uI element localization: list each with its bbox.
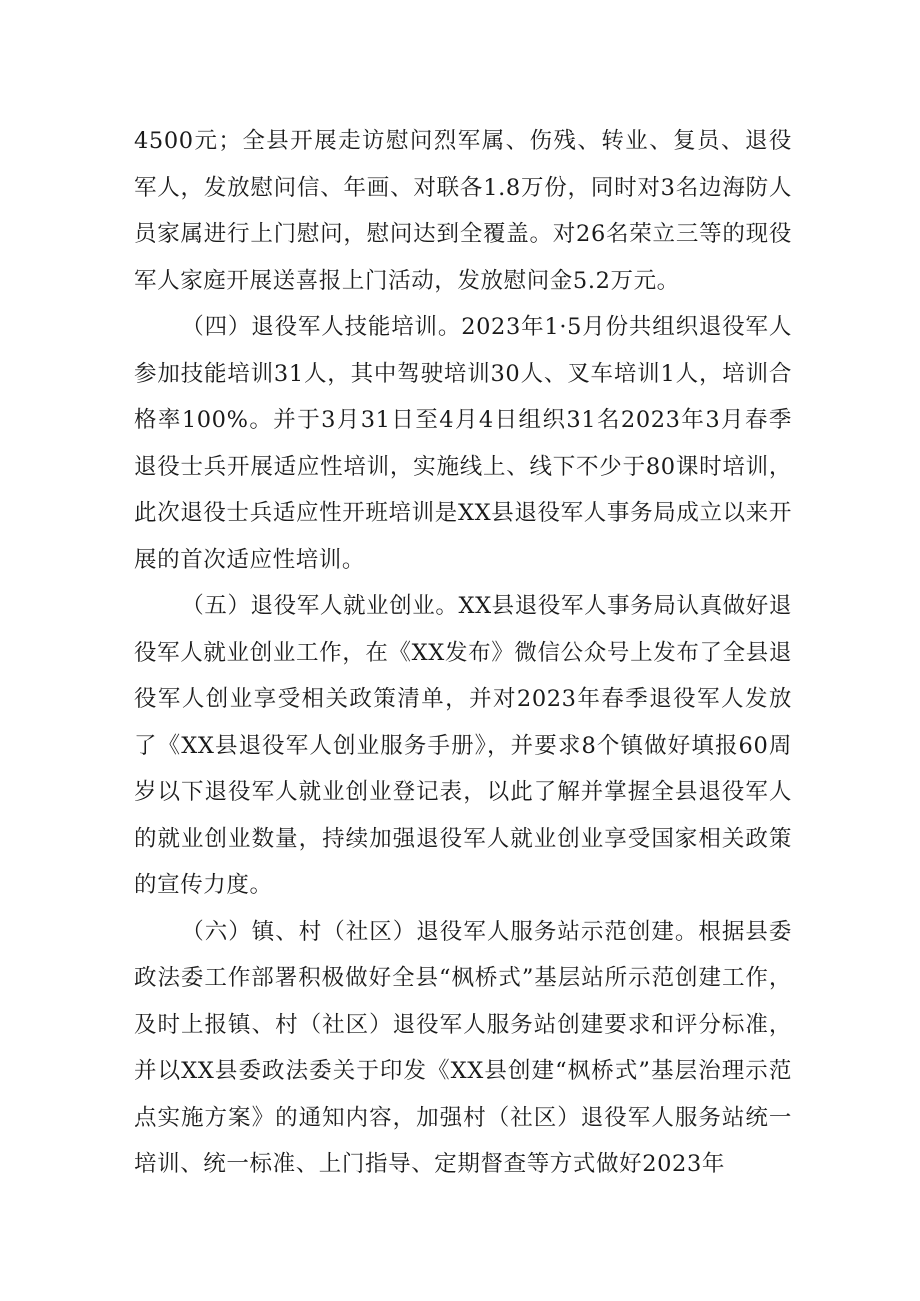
paragraph-continuation: 4500元；全县开展走访慰问烈军属、伤残、转业、复员、退役军人，发放慰问信、年画、对联各1.8万份，同时对3名边海防人员家属进行上门慰问，慰问达到全覆盖。对26名荣立三等的现役军人家庭开展送喜报上门活动，发放慰问金5.2万元。	[134, 128, 792, 294]
paragraph-skill-training: （四）退役军人技能培训。2023年1·5月份共组织退役军人参加技能培训31人，其中驾驶培训30人、叉车培训1人，培训合格率100%。并于3月31日至4月4日组织31名2023年3月春季退役士兵开展适应性培训，实施线上、线下不少于80课时培训，此次退役士兵适应性开班培训是XX县退役军人事务局成立以来开展的首次适应性培训。	[134, 314, 792, 573]
paragraph-service-station: （六）镇、村（社区）退役军人服务站示范创建。根据县委政法委工作部署积极做好全县“枫桥式”基层站所示范创建工作，及时上报镇、村（社区）退役军人服务站创建要求和评分标准，并以XX县委政法委关于印发《XX县创建“枫桥式”基层治理示范点实施方案》的通知内容，加强村（社区）退役军人服务站统一培训、统一标准、上门指导、定期督查等方式做好2023年	[134, 918, 792, 1177]
document-body	[134, 118, 792, 1188]
paragraph-employment: （五）退役军人就业创业。XX县退役军人事务局认真做好退役军人就业创业工作，在《XX发布》微信公众号上发布了全县退役军人创业享受相关政策清单，并对2023年春季退役军人发放了《XX县退役军人创业服务手册》，并要求8个镇做好填报60周岁以下退役军人就业创业登记表，以此了解并掌握全县退役军人的就业创业数量，持续加强退役军人就业创业享受国家相关政策的宣传力度。	[134, 593, 792, 898]
